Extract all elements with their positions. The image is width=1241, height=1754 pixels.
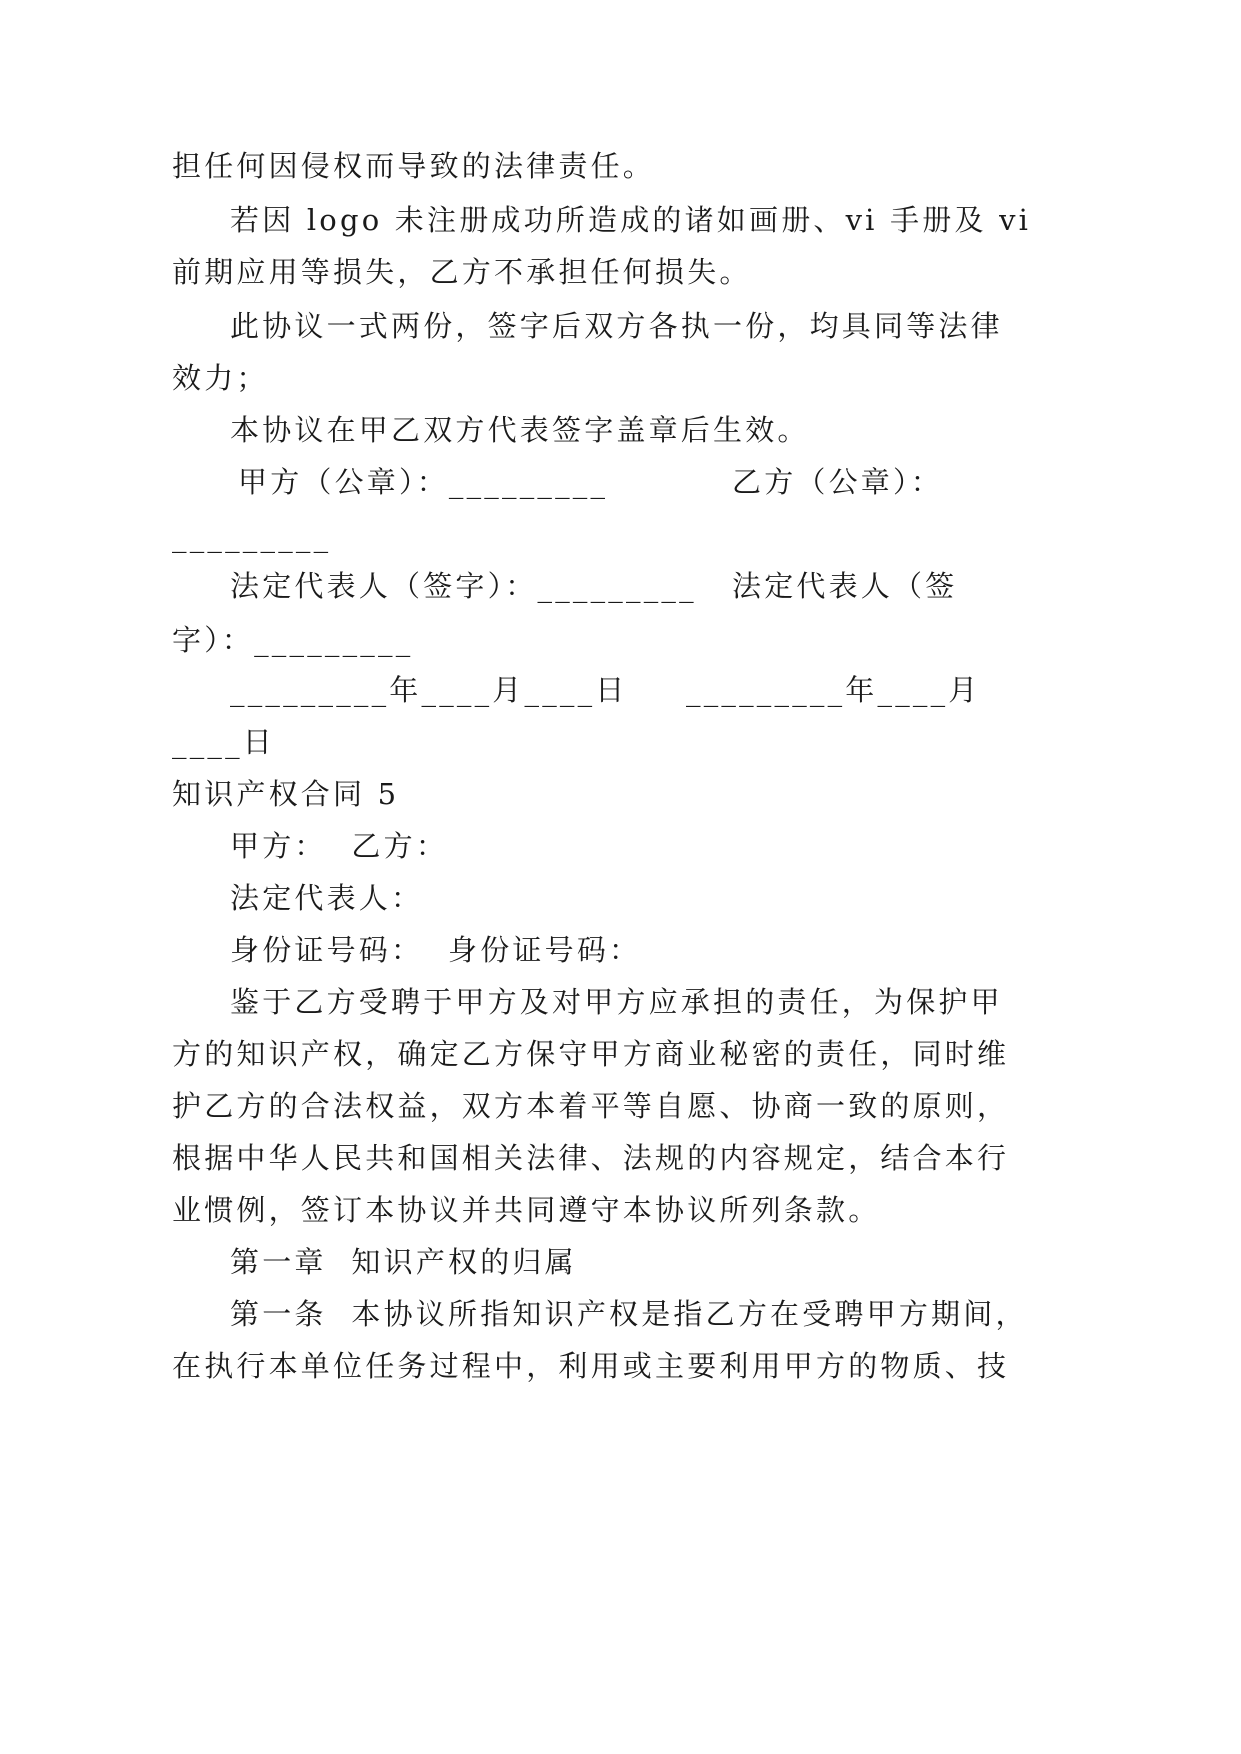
party-b-date-day: ____日 — [172, 725, 276, 759]
paragraph-line: 此协议一式两份，签字后双方各执一份，均具同等法律 — [230, 309, 1003, 343]
paragraph-line: 担任何因侵权而导致的法律责任。 — [172, 149, 656, 183]
paragraph-line: 本协议在甲乙双方代表签字盖章后生效。 — [230, 413, 810, 447]
paragraph-line: 方的知识产权，确定乙方保守甲方商业秘密的责任，同时维 — [172, 1037, 1010, 1071]
legal-representative-line: 法定代表人： — [230, 881, 424, 915]
paragraph-line: 前期应用等损失，乙方不承担任何损失。 — [172, 255, 752, 289]
party-b-representative-blank: 字）：_________ — [172, 623, 414, 657]
party-b-seal-blank: _________ — [172, 519, 332, 553]
party-b-seal-line: 乙方（公章）： — [732, 465, 943, 499]
section-title: 知识产权合同 5 — [172, 777, 400, 811]
party-b-date-line: _________年____月 — [686, 673, 981, 707]
paragraph-line: 鉴于乙方受聘于甲方及对甲方应承担的责任，为保护甲 — [230, 985, 1003, 1019]
party-a-date-line: _________年____月____日 — [230, 673, 628, 707]
paragraph-line: 业惯例，签订本协议并共同遵守本协议所列条款。 — [172, 1193, 881, 1227]
parties-line: 甲方： 乙方： — [230, 829, 449, 863]
paragraph-line: 护乙方的合法权益，双方本着平等自愿、协商一致的原则， — [172, 1089, 1010, 1123]
paragraph-line: 在执行本单位任务过程中，利用或主要利用甲方的物质、技 — [172, 1349, 1010, 1383]
id-number-line: 身份证号码： 身份证号码： — [230, 933, 642, 967]
party-b-representative-line: 法定代表人（签 — [732, 569, 958, 603]
party-a-representative-line: 法定代表人（签字）：_________ — [230, 569, 697, 603]
paragraph-line: 若因 logo 未注册成功所造成的诸如画册、vi 手册及 vi — [230, 203, 1032, 237]
paragraph-line: 效力； — [172, 361, 269, 395]
chapter-heading: 第一章 知识产权的归属 — [230, 1245, 577, 1279]
paragraph-line: 第一条 本协议所指知识产权是指乙方在受聘甲方期间， — [230, 1297, 1028, 1331]
party-a-seal-line: 甲方（公章）：_________ — [238, 465, 609, 499]
paragraph-line: 根据中华人民共和国相关法律、法规的内容规定，结合本行 — [172, 1141, 1010, 1175]
